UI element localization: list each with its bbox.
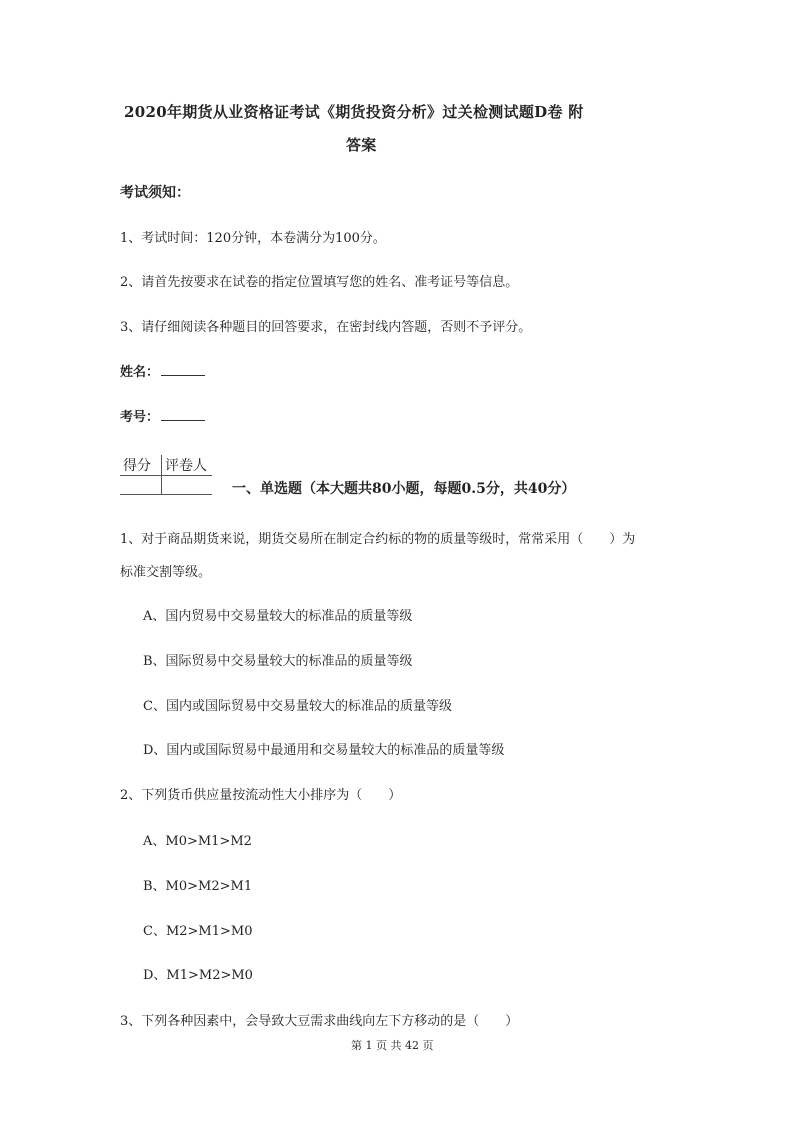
name-blank <box>161 363 205 376</box>
score-header: 得分 <box>120 455 162 476</box>
question-1-option-d: D、国内或国际贸易中最通用和交易量较大的标准品的质量等级 <box>143 743 505 758</box>
question-1-option-b: B、国际贸易中交易量较大的标准品的质量等级 <box>143 654 413 669</box>
document-title-line2: 答案 <box>346 136 377 154</box>
question-3-stem: 3、下列各种因素中，会导致大豆需求曲线向左下方移动的是（ ） <box>120 1014 519 1029</box>
question-2-stem: 2、下列货币供应量按流动性大小排序为（ ） <box>120 788 402 803</box>
question-1-option-a: A、国内贸易中交易量较大的标准品的质量等级 <box>143 609 413 624</box>
question-2-option-b: B、M0>M2>M1 <box>143 879 253 894</box>
name-field <box>120 361 205 380</box>
notice-item-3: 3、请仔细阅读各种题目的回答要求，在密封线内答题，否则不予评分。 <box>120 320 532 335</box>
question-1-stem-line1: 1、对于商品期货来说，期货交易所在制定合约标的物的质量等级时，常常采用（ ）为 <box>120 532 636 547</box>
document-title-line1: 2020年期货从业资格证考试《期货投资分析》过关检测试题D卷 附 <box>124 103 584 121</box>
grader-header: 评卷人 <box>162 455 213 476</box>
question-2-option-d: D、M1>M2>M0 <box>143 968 253 983</box>
notice-item-1: 1、考试时间：120分钟，本卷满分为100分。 <box>120 231 386 246</box>
name-label: 姓名： <box>120 365 160 380</box>
question-1-option-c: C、国内或国际贸易中交易量较大的标准品的质量等级 <box>143 699 452 714</box>
question-1-stem-line2: 标准交割等级。 <box>120 565 212 580</box>
question-2-option-a: A、M0>M1>M2 <box>143 834 252 849</box>
notice-heading: 考试须知： <box>120 185 190 201</box>
score-table <box>120 455 212 495</box>
id-field <box>120 406 205 425</box>
page-footer: 第 1 页 共 42 页 <box>351 1039 434 1052</box>
id-label: 考号： <box>120 410 160 425</box>
notice-item-2: 2、请首先按要求在试卷的指定位置填写您的姓名、准考证号等信息。 <box>120 275 519 290</box>
id-blank <box>161 408 205 421</box>
score-cell <box>120 476 162 495</box>
grader-cell <box>162 476 213 495</box>
section-heading: 一、单选题（本大题共80小题，每题0.5分，共40分） <box>232 481 576 497</box>
question-2-option-c: C、M2>M1>M0 <box>143 924 253 939</box>
